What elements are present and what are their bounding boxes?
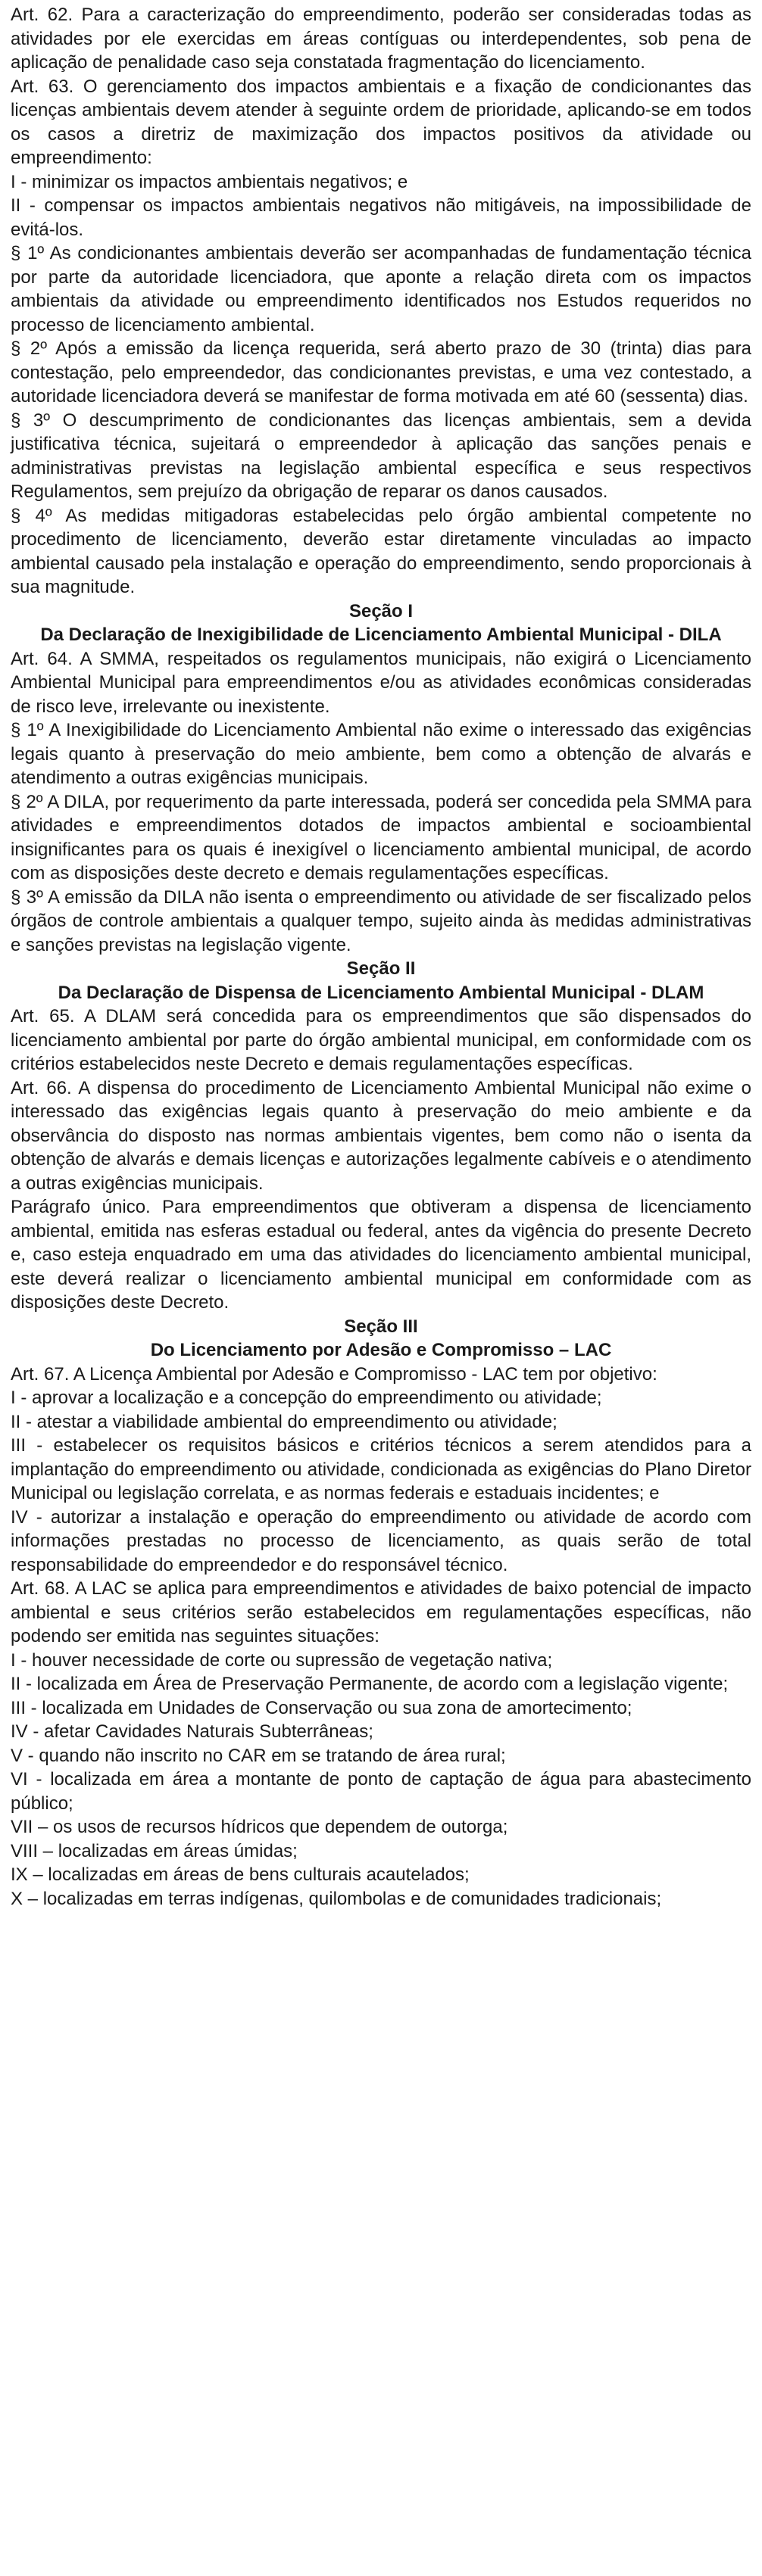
art-63-par-1: § 1º As condicionantes ambientais deverão ser acompanhadas de fundamentação técnica por parte da autoridade licenciadora, que aponte a relação direta com os impactos ambientais da atividade ou empreendimento identificados nos Estudos requeridos no processo de licenciamento ambiental. [11,243,751,335]
secao-ii-heading: Seção II [346,958,416,979]
art-65: Art. 65. A DLAM será concedida para os empreendimentos que são dispensados do licenciamento ambiental por parte do órgão ambiental municipal, em conformidade com os critérios estabelecidos neste Decreto e demais regulamentações específicas. [11,1006,751,1074]
art-64: Art. 64. A SMMA, respeitados os regulamentos municipais, não exigirá o Licenciamento Ambiental Municipal para empreendimentos e/ou as atividades econômicas consideradas de risco leve, irrelevante ou inexistente. [11,648,751,717]
art-63-par-4: § 4º As medidas mitigadoras estabelecidas pelo órgão ambiental competente no procedimento de licenciamento, deverão estar diretamente vinculadas ao impacto ambiental causado pela instalação e operação do empreendimento, sendo proporcionais à sua magnitude. [11,505,751,597]
art-68-inciso-vi: VI - localizada em área a montante de ponto de captação de água para abastecimento público; [11,1769,751,1814]
secao-i-title: Da Declaração de Inexigibilidade de Licenciamento Ambiental Municipal - DILA [40,625,722,645]
art-68-inciso-viii: VIII – localizadas em áreas úmidas; [11,1840,298,1861]
art-66: Art. 66. A dispensa do procedimento de Licenciamento Ambiental Municipal não exime o interessado das exigências legais quanto à preservação do meio ambiente e da observância do disposto nas normas ambientais vigentes, bem como não o isenta da obtenção de alvarás e demais licenças e autorizações legalmente cabíveis e o atendimento a outras exigências municipais. [11,1077,751,1194]
art-68-inciso-v: V - quando não inscrito no CAR em se tratando de área rural; [11,1745,506,1766]
art-68-inciso-ii: II - localizada em Área de Preservação Permanente, de acordo com a legislação vigente; [11,1674,729,1694]
art-68-inciso-x: X – localizadas em terras indígenas, quilombolas e de comunidades tradicionais; [11,1888,662,1909]
art-68-inciso-vii: VII – os usos de recursos hídricos que dependem de outorga; [11,1817,508,1837]
art-62: Art. 62. Para a caracterização do empreendimento, poderão ser consideradas todas as atividades por ele exercidas em áreas contíguas ou interdependentes, sob pena de aplicação de penalidade caso seja constatada fragmentação do licenciamento. [11,5,751,73]
secao-i-heading: Seção I [348,600,414,621]
art-63-inciso-i: I - minimizar os impactos ambientais negativos; e [11,171,408,192]
secao-iii-title: Do Licenciamento por Adesão e Compromisso – LAC [150,1340,612,1360]
art-63: Art. 63. O gerenciamento dos impactos ambientais e a fixação de condicionantes das licenças ambientais devem atender à seguinte ordem de prioridade, aplicando-se em todos os casos a diretriz de maximização dos impactos positivos da atividade ou empreendimento: [11,76,751,168]
art-67: Art. 67. A Licença Ambiental por Adesão e Compromisso - LAC tem por objetivo: [11,1363,657,1385]
art-68: Art. 68. A LAC se aplica para empreendimentos e atividades de baixo potencial de impacto ambiental e seus critérios serão estabelecidos em regulamentações específicas, não podendo ser emitida nas seguintes situações: [11,1578,751,1646]
art-67-inciso-ii: II - atestar a viabilidade ambiental do empreendimento ou atividade; [11,1411,557,1432]
art-64-par-3: § 3º A emissão da DILA não isenta o empreendimento ou atividade de ser fiscalizado pelos órgãos de controle ambientais a qualquer tempo, sujeito ainda às medidas administrativas e sanções previstas na legislação vigente. [11,886,751,955]
art-64-par-2: § 2º A DILA, por requerimento da parte interessada, poderá ser concedida pela SMMA para atividades e empreendimentos dotados de impactos ambiental e socioambiental insignificantes para os quais é inexigível o licenciamento ambiental municipal, de acordo com as disposições deste decreto e demais regulamentações específicas. [11,791,751,883]
art-67-inciso-i: I - aprovar a localização e a concepção do empreendimento ou atividade; [11,1388,602,1408]
secao-iii-heading: Seção III [344,1316,418,1337]
art-68-inciso-iii: III - localizada em Unidades de Conservação ou sua zona de amortecimento; [11,1697,632,1718]
art-67-inciso-iii: III - estabelecer os requisitos básicos e critérios técnicos a serem atendidos para a implantação do empreendimento ou atividade, condicionada as exigências do Plano Diretor Municipal ou legislação correlata, e as normas federais e estaduais incidentes; e [11,1435,751,1503]
secao-ii-title: Da Declaração de Dispensa de Licenciamento Ambiental Municipal - DLAM [58,982,704,1003]
art-67-inciso-iv: IV - autorizar a instalação e operação do empreendimento ou atividade de acordo com informações prestadas no processo de licenciamento, as quais serão de total responsabilidade do empreendedor e do responsável técnico. [11,1506,751,1575]
art-68-inciso-i: I - houver necessidade de corte ou supressão de vegetação nativa; [11,1649,553,1671]
art-68-inciso-iv: IV - afetar Cavidades Naturais Subterrâneas; [11,1721,373,1742]
art-66-paragrafo-unico: Parágrafo único. Para empreendimentos que obtiveram a dispensa de licenciamento ambiental, emitida nas esferas estadual ou federal, antes da vigência do presente Decreto e, caso esteja enquadrado em uma das atividades do licenciamento ambiental municipal, este deverá realizar o licenciamento ambiental municipal em conformidade com as disposições deste Decreto. [11,1197,751,1313]
art-63-par-3: § 3º O descumprimento de condicionantes das licenças ambientais, sem a devida justificativa técnica, sujeitará o empreendedor à aplicação das sanções penais e administrativas previstas na legislação ambiental específica e seus respectivos Regulamentos, sem prejuízo da obrigação de reparar os danos causados. [11,410,751,502]
art-64-par-1: § 1º A Inexigibilidade do Licenciamento Ambiental não exime o interessado das exigências legais quanto à preservação do meio ambiente, bem como a obtenção de alvarás e atendimento a outras exigências municipais. [11,720,751,788]
art-68-inciso-ix: IX – localizadas em áreas de bens culturais acautelados; [11,1864,470,1885]
art-63-par-2: § 2º Após a emissão da licença requerida, será aberto prazo de 30 (trinta) dias para contestação, pelo empreendedor, das condicionantes previstas, e uma vez contestado, a autoridade licenciadora deverá se manifestar de forma motivada em até 60 (sessenta) dias. [11,338,751,406]
art-63-inciso-ii: II - compensar os impactos ambientais negativos não mitigáveis, na impossibilidade de evitá-los. [11,195,751,240]
